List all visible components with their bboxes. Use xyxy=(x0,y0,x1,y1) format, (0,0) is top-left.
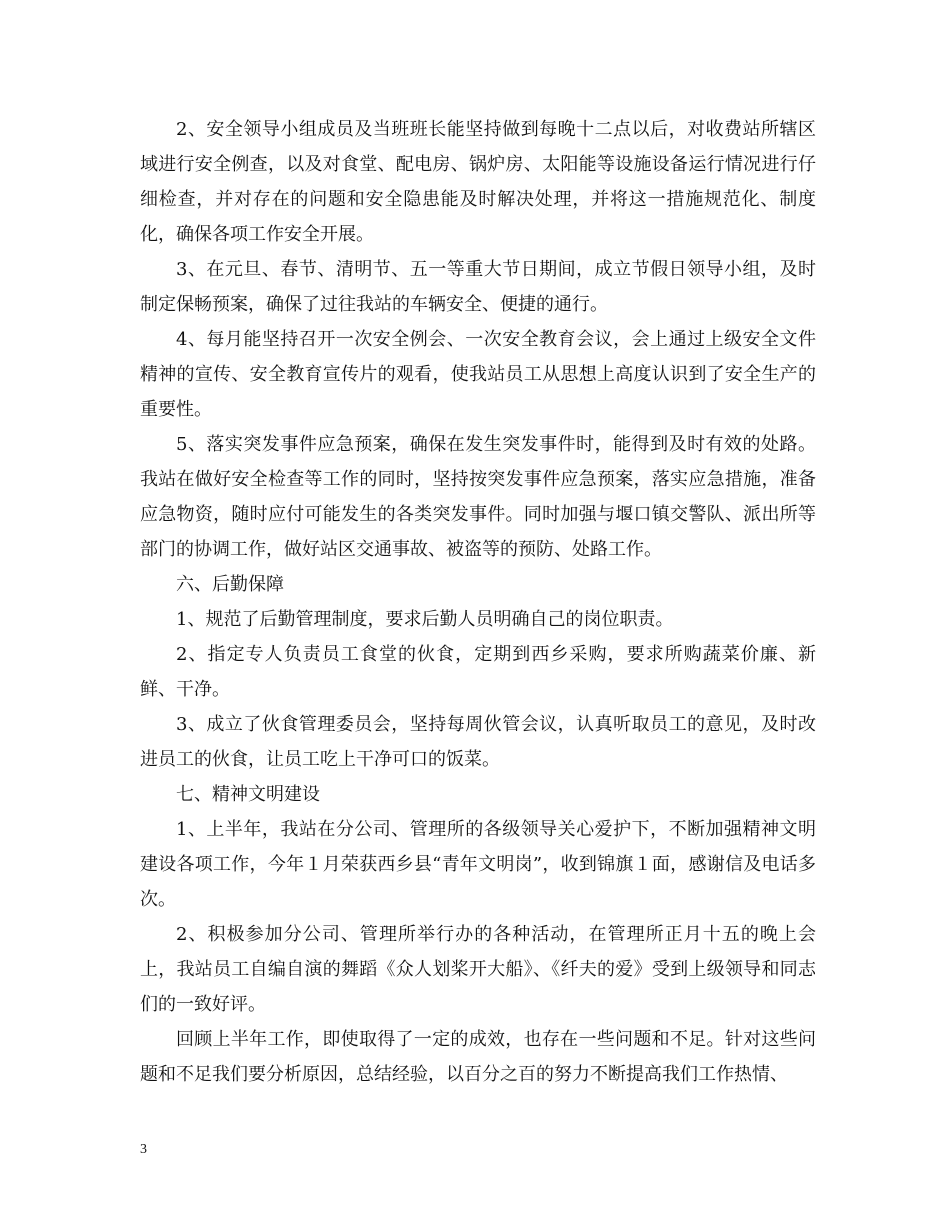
section-heading-civilization: 七、精神文明建设 xyxy=(176,784,320,805)
section-heading-logistics: 六、后勤保障 xyxy=(176,574,284,595)
paragraph-logistics-rules: 1、规范了后勤管理制度，要求后勤人员明确自己的岗位职责。 xyxy=(176,609,674,630)
paragraph-civilization-award: 1、上半年，我站在分公司、管理所的各级领导关心爱护下，不断加强精神文明建设各项工作，今年１月荣获西乡县“青年文明岗”，收到锦旗１面，感谢信及电话多次。 xyxy=(140,819,816,910)
paragraph-emergency-plan: 5、落实突发事件应急预案，确保在发生突发事件时，能得到及时有效的处路。我站在做好安全检查等工作的同时，坚持按突发事件应急预案，落实应急措施，准备应急物资，随时应付可能发生的各类突发事件。同时加强与堰口镇交警队、派出所等部门的协调工作，做好站区交通事故、被盗等的预防、处路工作。 xyxy=(140,434,816,560)
paragraph-canteen: 2、指定专人负责员工食堂的伙食，定期到西乡采购，要求所购蔬菜价廉、新鲜、干净。 xyxy=(140,644,816,700)
document-body xyxy=(140,112,816,1092)
paragraph-monthly-meeting: 4、每月能坚持召开一次安全例会、一次安全教育会议，会上通过上级安全文件精神的宣传、安全教育宣传片的观看，使我站员工从思想上高度认识到了安全生产的重要性。 xyxy=(140,329,816,420)
page-number: 3 xyxy=(140,1142,147,1157)
paragraph-activities: 2、积极参加分公司、管理所举行办的各种活动，在管理所正月十五的晚上会上，我站员工自编自演的舞蹈《众人划桨开大船》、《纤夫的爱》受到上级领导和同志们的一致好评。 xyxy=(140,924,816,1015)
paragraph-food-committee: 3、成立了伙食管理委员会，坚持每周伙管会议，认真听取员工的意见，及时改进员工的伙食，让员工吃上干净可口的饭菜。 xyxy=(140,714,816,770)
paragraph-holiday-plan: 3、在元旦、春节、清明节、五一等重大节日期间，成立节假日领导小组，及时制定保畅预案，确保了过往我站的车辆安全、便捷的通行。 xyxy=(140,259,816,315)
paragraph-safety-patrol: 2、安全领导小组成员及当班班长能坚持做到每晚十二点以后，对收费站所辖区域进行安全例查，以及对食堂、配电房、锅炉房、太阳能等设施设备运行情况进行仔细检查，并对存在的问题和安全隐患能及时解决处理，并将这一措施规范化、制度化，确保各项工作安全开展。 xyxy=(140,119,816,245)
paragraph-review: 回顾上半年工作，即使取得了一定的成效，也存在一些问题和不足。针对这些问题和不足我们要分析原因，总结经验，以百分之百的努力不断提高我们工作热情、 xyxy=(140,1029,816,1085)
